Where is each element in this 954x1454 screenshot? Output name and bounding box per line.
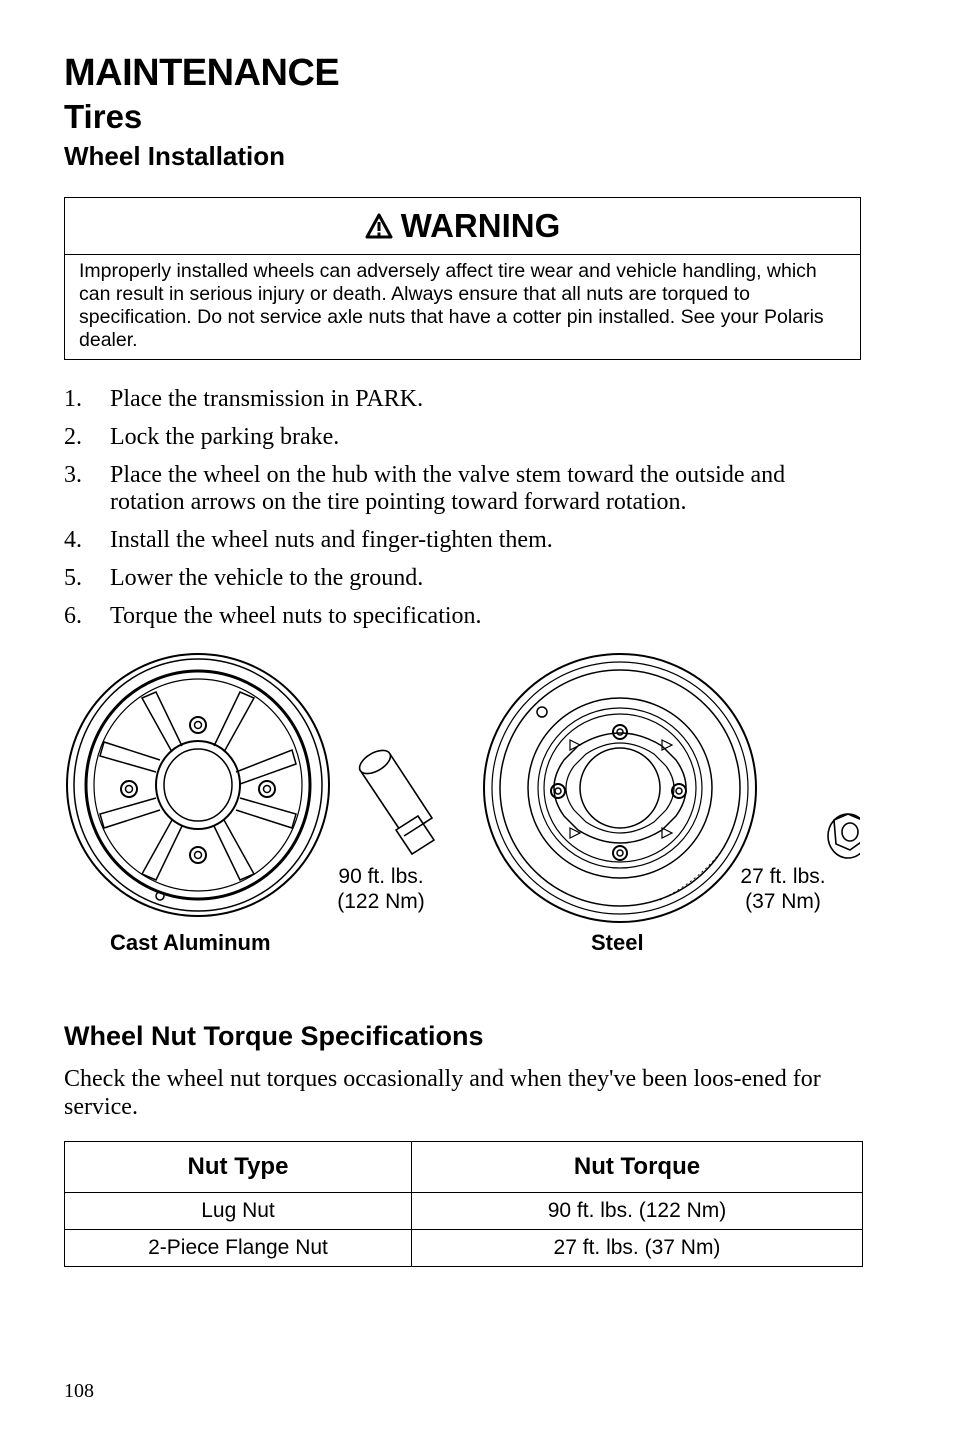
subsection-title: Tires	[64, 98, 143, 135]
step-number: 3.	[64, 462, 82, 488]
nut-type-cell: Lug Nut	[65, 1193, 412, 1230]
spec-description: Check the wheel nut torques occasionally and when they've been loos-ened for service.	[64, 1066, 821, 1120]
column-header-nut-torque: Nut Torque	[412, 1142, 863, 1193]
step-item	[64, 603, 864, 630]
installation-steps	[64, 386, 864, 641]
step-item	[64, 462, 864, 516]
step-text: Place the transmission in PARK.	[110, 386, 424, 412]
table-header-row	[65, 1142, 863, 1193]
step-number: 4.	[64, 527, 82, 553]
torque-spec-table	[64, 1141, 863, 1267]
wheel-figure	[60, 650, 860, 970]
nut-type-cell: 2-Piece Flange Nut	[65, 1230, 412, 1267]
steel-torque-label	[724, 864, 842, 914]
step-item	[64, 527, 864, 554]
step-number: 6.	[64, 603, 82, 629]
step-item	[64, 565, 864, 592]
steel-torque-ft-lbs: 27 ft. lbs.	[740, 865, 826, 888]
step-text: Install the wheel nuts and finger-tighten them.	[110, 527, 553, 553]
step-text: Place the wheel on the hub with the valve stem toward the outside and rotation arrows on the tire pointing toward forward rotation.	[110, 462, 786, 515]
step-text: Lock the parking brake.	[110, 424, 340, 450]
warning-title: WARNING	[400, 207, 561, 244]
step-text: Lower the vehicle to the ground.	[110, 565, 424, 591]
column-header-nut-type: Nut Type	[65, 1142, 412, 1193]
warning-box	[64, 197, 861, 360]
warning-text: Improperly installed wheels can adversely affect tire wear and vehicle handling, which can result in serious injury or death. Always ensure that all nuts are torqued to specification. Do not service axle nuts that have a cotter pin installed. See your Polaris dealer.	[79, 260, 824, 351]
nut-torque-cell: 27 ft. lbs. (37 Nm)	[412, 1230, 863, 1267]
step-item	[64, 386, 864, 413]
nut-torque-cell: 90 ft. lbs. (122 Nm)	[412, 1193, 863, 1230]
step-number: 1.	[64, 386, 82, 412]
section-title: MAINTENANCE	[64, 52, 340, 94]
warning-triangle-icon	[365, 213, 393, 239]
table-row	[65, 1193, 863, 1230]
step-number: 2.	[64, 424, 82, 450]
table-row	[65, 1230, 863, 1267]
step-item	[64, 424, 864, 451]
cast-torque-ft-lbs: 90 ft. lbs.	[338, 865, 424, 888]
cast-torque-nm: (122 Nm)	[337, 890, 425, 913]
step-number: 5.	[64, 565, 82, 591]
page-number: 108	[64, 1380, 94, 1402]
steel-caption: Steel	[591, 930, 644, 955]
spec-heading: Wheel Nut Torque Specifications	[64, 1021, 484, 1051]
topic-title: Wheel Installation	[64, 141, 286, 171]
cast-torque-label	[322, 864, 440, 914]
cast-aluminum-caption: Cast Aluminum	[110, 930, 271, 955]
warning-header	[65, 198, 860, 255]
step-text: Torque the wheel nuts to specification.	[110, 603, 482, 629]
steel-torque-nm: (37 Nm)	[745, 890, 821, 913]
